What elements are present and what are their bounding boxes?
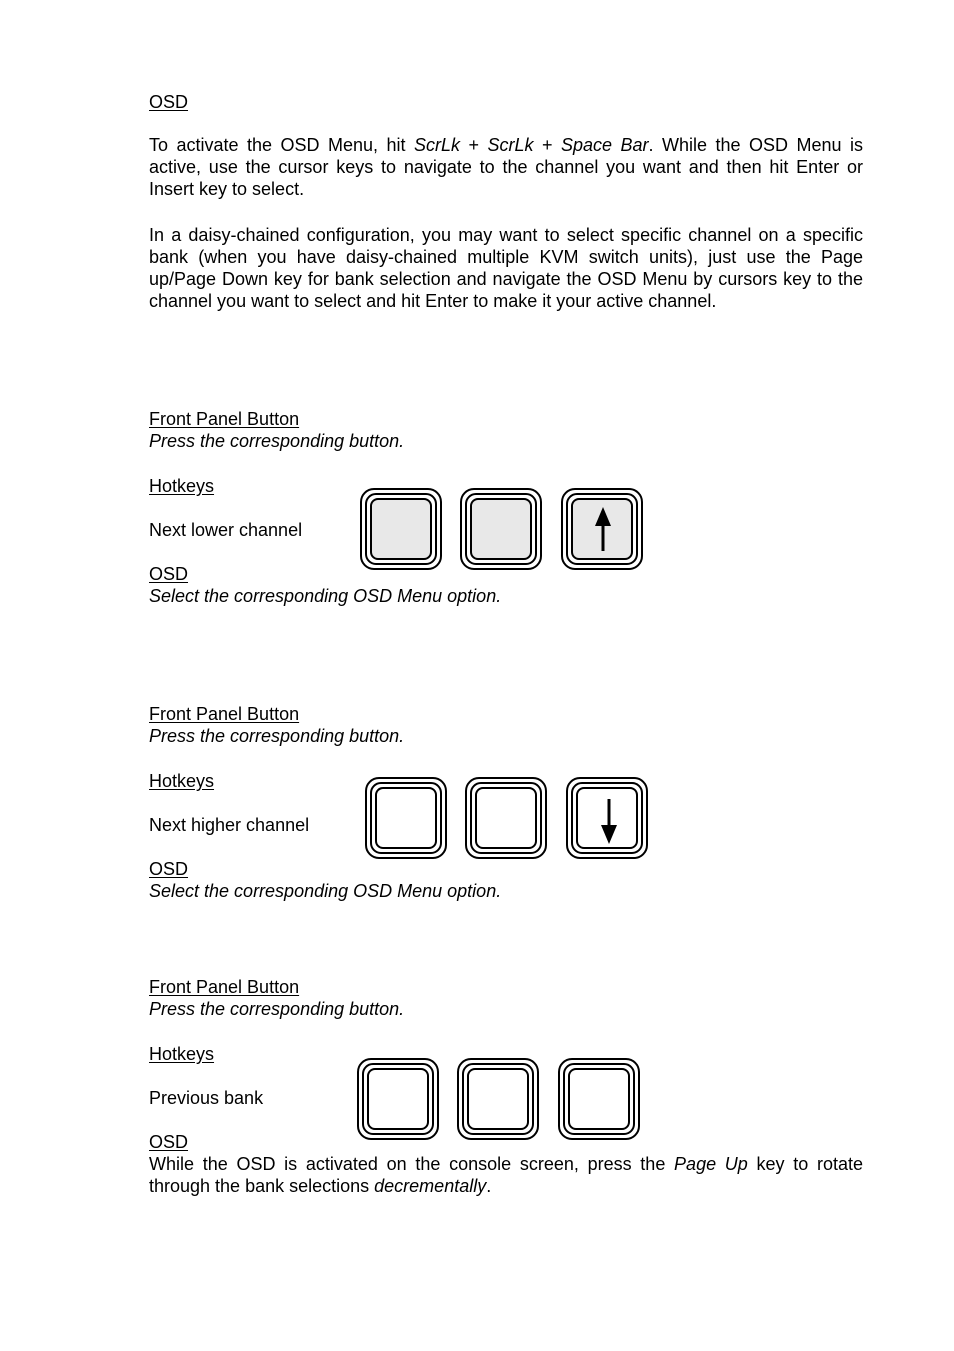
osd-text: [149, 1153, 863, 1197]
osd-heading: OSD: [149, 1132, 189, 1152]
text-run: +: [460, 135, 488, 155]
keyboard-key-icon: [360, 488, 442, 570]
osd-heading: OSD: [149, 564, 189, 584]
keyboard-key-icon: [357, 1058, 439, 1140]
osd-text: Select the corresponding OSD Menu option.: [149, 881, 502, 901]
keyboard-key-icon: [558, 1058, 640, 1140]
arrow-down-icon: [568, 779, 650, 861]
key-name: ScrLk: [487, 135, 534, 155]
hotkeys-heading: Hotkeys: [149, 1044, 215, 1064]
text-run: .: [486, 1176, 492, 1196]
text-run: key to rotate through the bank selections: [149, 1154, 863, 1196]
osd-text: Select the corresponding OSD Menu option.: [149, 586, 502, 606]
hotkey-action-label: Next higher channel: [149, 815, 310, 835]
front-panel-heading: Front Panel Button: [149, 704, 300, 724]
osd-heading: OSD: [149, 859, 189, 879]
text-run: While the OSD is activated on the console screen, press the: [149, 1154, 675, 1174]
up-arrow-key-icon: [561, 488, 643, 570]
osd-heading: OSD: [149, 92, 189, 112]
keyboard-key-icon: [465, 777, 547, 859]
key-name: Space Bar: [561, 135, 649, 155]
hotkey-action-label: Next lower channel: [149, 520, 303, 540]
keyboard-key-icon: [460, 488, 542, 570]
hotkey-action-label: Previous bank: [149, 1088, 264, 1108]
hotkeys-heading: Hotkeys: [149, 771, 215, 791]
front-panel-text: Press the corresponding button.: [149, 999, 405, 1019]
keyboard-key-icon: [365, 777, 447, 859]
text-run: +: [533, 135, 561, 155]
front-panel-heading: Front Panel Button: [149, 977, 300, 997]
front-panel-heading: Front Panel Button: [149, 409, 300, 429]
front-panel-text: Press the corresponding button.: [149, 726, 405, 746]
keyboard-key-icon: [457, 1058, 539, 1140]
text-run: To activate the OSD Menu, hit: [149, 135, 414, 155]
arrow-up-icon: [563, 490, 645, 572]
hotkeys-heading: Hotkeys: [149, 476, 215, 496]
emphasis: decrementally: [374, 1176, 487, 1196]
daisy-chain-paragraph: In a daisy-chained configuration, you may want to select specific channel on a specific bank (when you have daisy-chained multiple KVM switch units), just use the Page up/Page Down key for bank selection and navigate the OSD Menu by cursors key to the channel you want to select and hit Enter to make it your active channel.: [149, 225, 863, 311]
front-panel-text: Press the corresponding button.: [149, 431, 405, 451]
key-name: ScrLk: [414, 135, 461, 155]
down-arrow-key-icon: [566, 777, 648, 859]
key-name: Page Up: [674, 1154, 748, 1174]
osd-activation-paragraph: [149, 134, 863, 200]
text-run: . While the OSD Menu is active, use the cursor keys to navigate to the channel you want and then hit Enter or Insert key to select.: [149, 135, 863, 199]
